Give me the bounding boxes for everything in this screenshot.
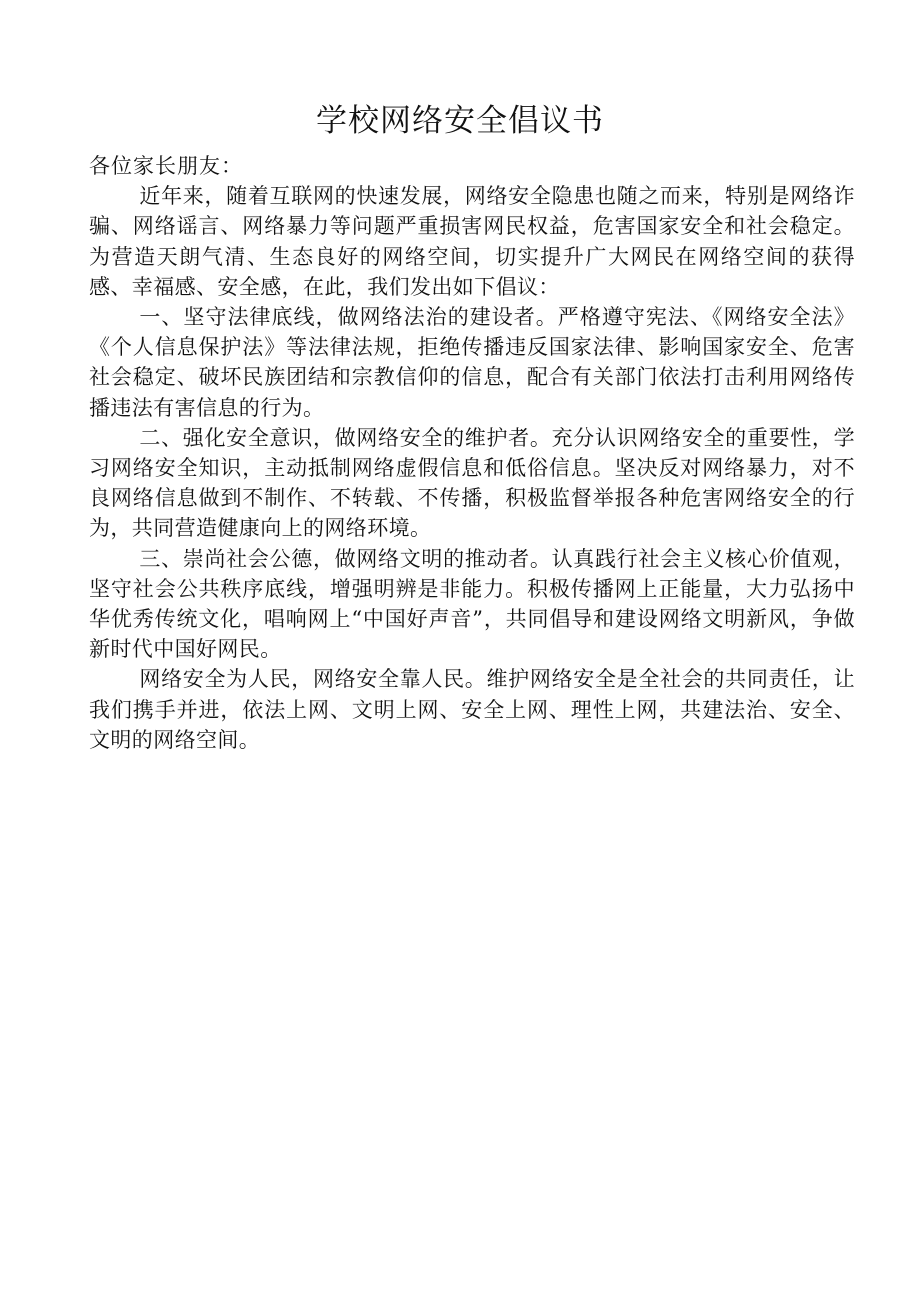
paragraph-closing: 网络安全为人民，网络安全靠人民。维护网络安全是全社会的共同责任，让我们携手并进，依法上网、文明上网、安全上网、理性上网，共建法治、安全、文明的网络空间。 [89, 667, 855, 752]
paragraph-point-2: 二、强化安全意识，做网络安全的维护者。充分认识网络安全的重要性，学习网络安全知识，主动抵制网络虚假信息和低俗信息。坚决反对网络暴力，对不良网络信息做到不制作、不转载、不传播，积极监督举报各种危害网络安全的行为，共同营造健康向上的网络环境。 [89, 425, 855, 541]
document-body [89, 151, 855, 755]
paragraph-point-1: 一、坚守法律底线，做网络法治的建设者。严格遵守宪法、《网络安全法》《个人信息保护法》等法律法规，拒绝传播违反国家法律、影响国家安全、危害社会稳定、破坏民族团结和宗教信仰的信息，配合有关部门依法打击利用网络传播违法有害信息的行为。 [89, 305, 855, 420]
page-title: 学校网络安全倡议书 [316, 103, 604, 139]
paragraph-intro: 近年来，随着互联网的快速发展，网络安全隐患也随之而来，特别是网络诈骗、网络谣言、网络暴力等问题严重损害网民权益，危害国家安全和社会稳定。为营造天朗气清、生态良好的网络空间，切实提升广大网民在网络空间的获得感、幸福感、安全感，在此，我们发出如下倡议： [89, 184, 855, 299]
salutation: 各位家长朋友： [89, 154, 243, 178]
paragraph-point-3: 三、崇尚社会公德，做网络文明的推动者。认真践行社会主义核心价值观，坚守社会公共秩序底线，增强明辨是非能力。积极传播网上正能量，大力弘扬中华优秀传统文化，唱响网上“中国好声音”，共同倡导和建设网络文明新风，争做新时代中国好网民。 [89, 546, 855, 662]
